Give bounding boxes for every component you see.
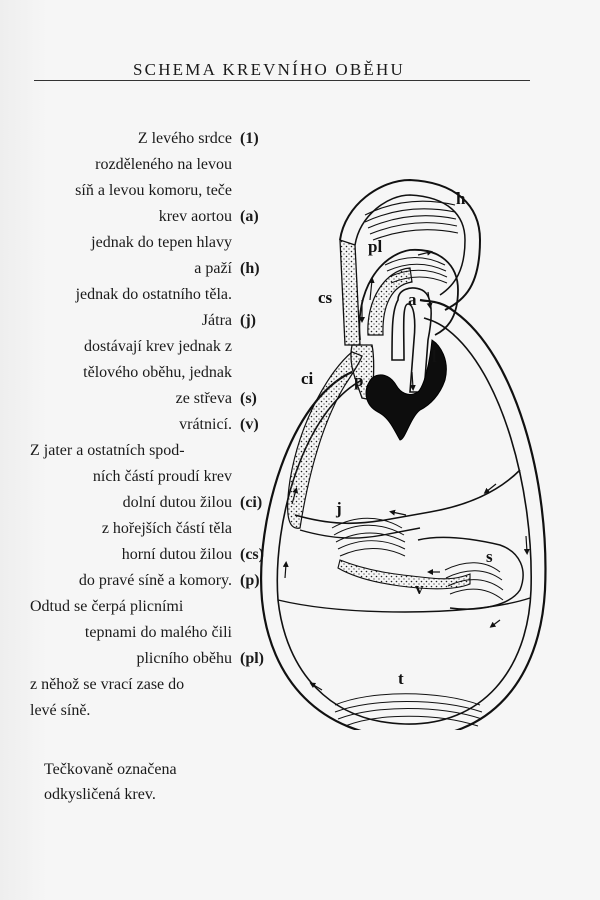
inferior-vena-cava xyxy=(288,352,362,528)
text-line-content: rozděleného na levou xyxy=(95,156,232,173)
label-a: a xyxy=(408,290,417,309)
text-line-content: levé síně. xyxy=(30,702,91,719)
text-line xyxy=(30,256,288,282)
text-line xyxy=(30,594,288,620)
text-line-content: krev aortou xyxy=(158,208,232,225)
text-line xyxy=(30,542,288,568)
label-h: h xyxy=(456,189,466,208)
label-s: s xyxy=(486,547,493,566)
text-line xyxy=(30,672,288,698)
text-line-content: ze střeva xyxy=(175,390,232,407)
page-title: SCHEMA KREVNÍHO OBĚHU xyxy=(133,60,405,79)
text-line-marker: (a) xyxy=(240,208,259,225)
text-line-content: jednak do ostatního těla. xyxy=(75,286,232,303)
description-text xyxy=(30,126,288,724)
mid-body-vessel xyxy=(278,598,530,612)
circulation-diagram xyxy=(260,170,560,730)
text-line xyxy=(30,308,288,334)
text-line xyxy=(30,698,288,724)
text-line-marker: (p) xyxy=(240,572,260,589)
text-line-content: jednak do tepen hlavy xyxy=(91,234,232,251)
label-pl: pl xyxy=(368,237,383,256)
text-line-content: tělového oběhu, jednak xyxy=(83,364,232,381)
text-line xyxy=(30,516,288,542)
text-line-content: z něhož se vrací zase do xyxy=(30,676,185,693)
text-line-content: dostávají krev jednak z xyxy=(84,338,232,355)
text-line-content: plicního oběhu xyxy=(136,650,232,667)
lower-body-capillaries xyxy=(335,694,482,726)
body-circulation-inner xyxy=(277,318,531,724)
label-j: j xyxy=(336,499,342,518)
text-line-content: síň a levou komoru, teče xyxy=(75,182,232,199)
text-line-marker: (v) xyxy=(240,416,259,433)
label-p: p xyxy=(354,371,364,390)
text-line-content: Z levého srdce xyxy=(137,130,232,147)
label-t: t xyxy=(398,669,404,688)
text-line xyxy=(30,386,288,412)
text-line xyxy=(30,412,288,438)
text-line-content: ních částí proudí krev xyxy=(92,468,232,485)
text-line xyxy=(30,230,288,256)
text-line-content: Játra xyxy=(201,312,232,329)
text-line-content: vrátnicí. xyxy=(179,416,232,433)
text-line xyxy=(30,204,288,230)
text-line-marker: (cs) xyxy=(240,546,264,563)
text-line-content: a paží xyxy=(194,260,232,277)
superior-vena-cava xyxy=(340,240,360,345)
text-line-marker: (ci) xyxy=(240,494,263,511)
text-line-content: Odtud se čerpá plicními xyxy=(30,598,184,615)
label-ci: ci xyxy=(301,369,314,388)
text-line xyxy=(30,620,288,646)
text-line xyxy=(30,646,288,672)
text-line xyxy=(30,282,288,308)
text-line-marker: (j) xyxy=(240,312,256,329)
text-line xyxy=(30,152,288,178)
legend-note xyxy=(44,757,177,807)
legend-note-line-2: odkysličená krev. xyxy=(44,786,156,803)
text-line-content: do pravé síně a komory. xyxy=(78,572,232,589)
hepatic-vessel-lower xyxy=(300,528,420,538)
text-line xyxy=(30,438,288,464)
header-rule xyxy=(34,80,530,81)
text-line xyxy=(30,178,288,204)
text-line-marker: (s) xyxy=(240,390,257,407)
hepatic-vessel-upper xyxy=(295,470,520,523)
text-line-marker: (pl) xyxy=(240,650,264,667)
text-line-content: Z jater a ostatních spod- xyxy=(30,442,185,459)
flow-arrows xyxy=(285,252,527,690)
text-line-content: dolní dutou žilou xyxy=(122,494,232,511)
text-line xyxy=(30,464,288,490)
label-v: v xyxy=(415,579,424,598)
text-line-content: z hořejších částí těla xyxy=(101,520,232,537)
text-line-marker: (1) xyxy=(240,130,259,147)
legend-note-line-1: Tečkovaně označena xyxy=(44,761,177,778)
label-cs: cs xyxy=(318,288,333,307)
text-line-content: tepnami do malého čili xyxy=(84,624,232,641)
text-line xyxy=(30,334,288,360)
text-line xyxy=(30,490,288,516)
text-line xyxy=(30,126,288,152)
label-l: l xyxy=(432,347,437,366)
text-line-content: horní dutou žilou xyxy=(121,546,232,563)
text-line-marker: (h) xyxy=(240,260,260,277)
text-line xyxy=(30,568,288,594)
text-line xyxy=(30,360,288,386)
